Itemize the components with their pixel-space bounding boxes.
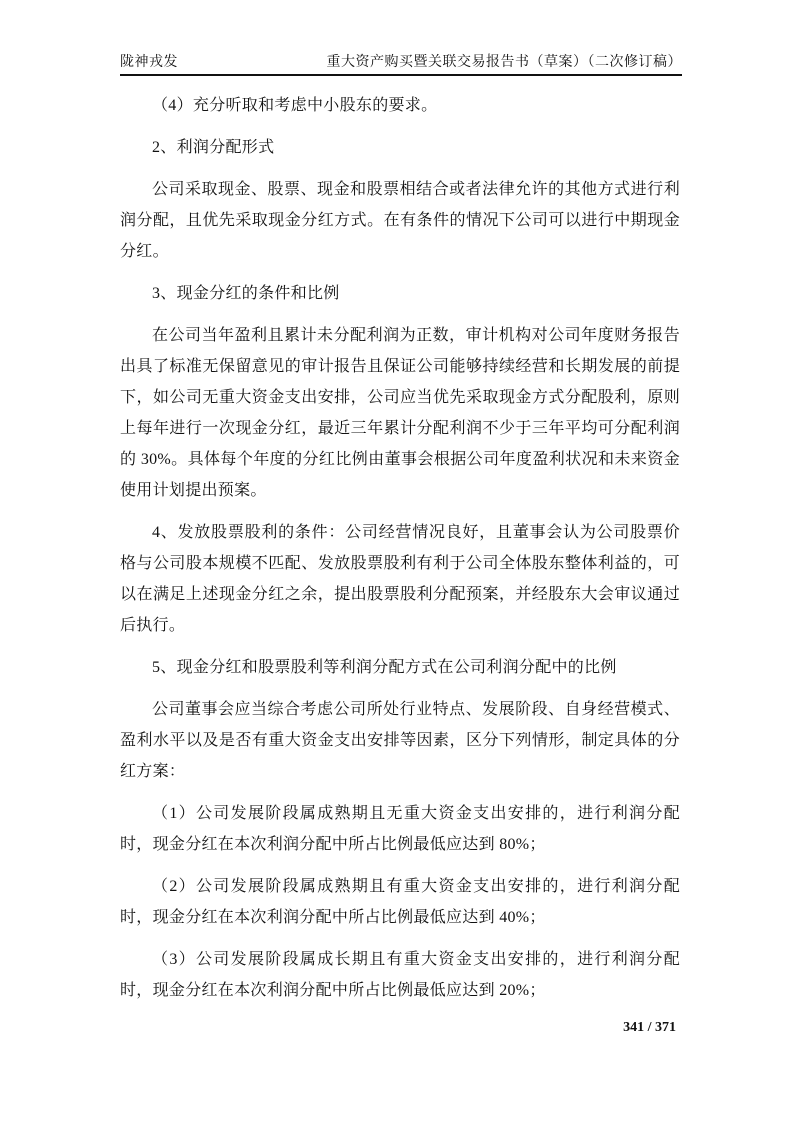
body-paragraph: 在公司当年盈利且累计未分配利润为正数，审计机构对公司年度财务报告出具了标准无保留意见的审计报告且保证公司能够持续经营和长期发展的前提下，如公司无重大资金支出安排，公司应当优先采取现金方式分配股利，原则上每年进行一次现金分红，最近三年累计分配利润不少于三年平均可分配利润的 30%。具体每个年度的分红比例由董事会根据公司年度盈利状况和未来资金使用计划提出预案。 xyxy=(120,327,680,499)
body-paragraph: （1）公司发展阶段属成熟期且无重大资金支出安排的，进行利润分配时，现金分红在本次利润分配中所占比例最低应达到 80%； xyxy=(120,805,680,853)
numbered-heading-paragraph: 3、现金分红的条件和比例 xyxy=(152,285,340,302)
body-paragraph: 公司采取现金、股票、现金和股票相结合或者法律允许的其他方式进行利润分配，且优先采取现金分红方式。在有条件的情况下公司可以进行中期现金分红。 xyxy=(120,181,680,260)
body-paragraph: 公司董事会应当综合考虑公司所处行业特点、发展阶段、自身经营模式、盈利水平以及是否有重大资金支出安排等因素，区分下列情形，制定具体的分红方案： xyxy=(120,701,680,780)
body-paragraph: （3）公司发展阶段属成长期且有重大资金支出安排的，进行利润分配时，现金分红在本次利润分配中所占比例最低应达到 20%； xyxy=(120,951,680,999)
page-header xyxy=(120,55,682,76)
document-body xyxy=(120,90,680,1017)
body-paragraph: （2）公司发展阶段属成熟期且有重大资金支出安排的，进行利润分配时，现金分红在本次利润分配中所占比例最低应达到 40%； xyxy=(120,878,680,926)
page-footer xyxy=(120,1020,676,1036)
header-company-name: 陇神戎发 xyxy=(120,55,178,70)
numbered-heading-paragraph: 2、利润分配形式 xyxy=(152,139,275,156)
header-report-title: 重大资产购买暨关联交易报告书（草案）（二次修订稿） xyxy=(326,55,682,70)
body-paragraph: 4、发放股票股利的条件：公司经营情况良好，且董事会认为公司股票价格与公司股本规模不匹配、发放股票股利有利于公司全体股东整体利益的，可以在满足上述现金分红之余，提出股票股利分配预案，并经股东大会审议通过后执行。 xyxy=(120,524,680,634)
numbered-heading-paragraph: 5、现金分红和股票股利等利润分配方式在公司利润分配中的比例 xyxy=(152,659,617,676)
page-number: 341 / 371 xyxy=(623,1020,676,1035)
body-paragraph: （4）充分听取和考虑中小股东的要求。 xyxy=(152,97,438,114)
